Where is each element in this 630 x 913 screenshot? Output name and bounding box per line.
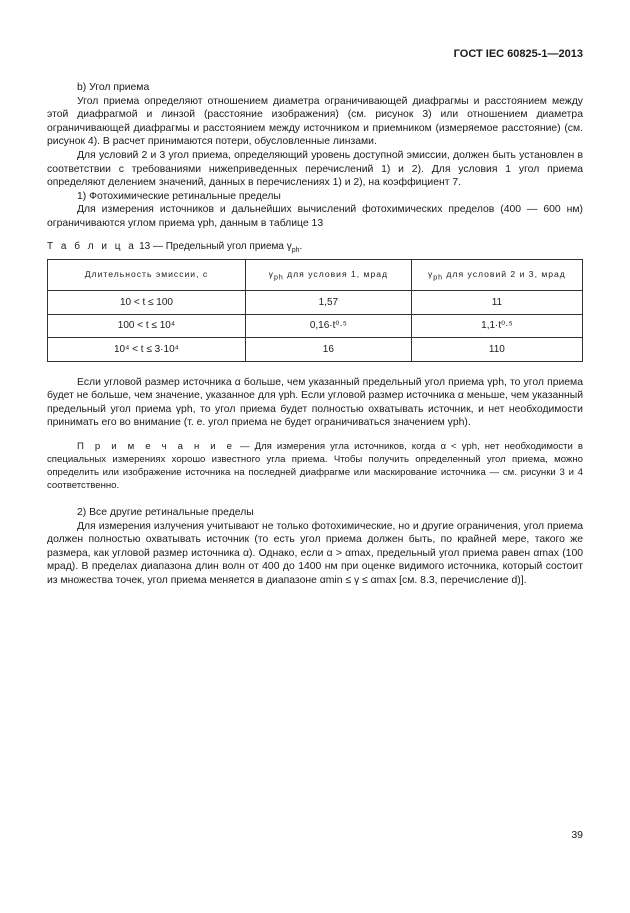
table-caption-text: — Предельный угол приема — [152, 240, 284, 252]
after-table-paragraph: Если угловой размер источника α больше, чем указанный предельный угол приема γph, то угол приема будет не больше, чем значение, указанное для γph. Если угловой размер источника α меньше, чем указанный предельный угол приема γph, то угол приема будет полностью охватывать источник, и нет необходимости принимать его во внимание (т. е. угол приема не будет ограничиваться значением γph). — [47, 376, 583, 429]
section-b-paragraph-2: Для условий 2 и 3 угол приема, определяющий уровень доступной эмиссии, должен быть установлен в соответствии с требованиями нижеприведенных перечислений 1) и 2). Для условия 1 угол приема определяют делением значений, данных в перечислениях 1) и 2), на коэффициент 7. — [47, 149, 583, 189]
table-caption-label: Т а б л и ц а — [47, 240, 137, 252]
table-cell-value: 110 — [411, 338, 582, 362]
table-cell-value: 1,1·t⁰·⁵ — [411, 314, 582, 338]
table-cell-value: 16 — [245, 338, 411, 362]
table-header-condition-1: $\gamma_{ph}$ для условия 1, мрад — [245, 260, 411, 291]
table-13 — [47, 259, 583, 362]
table-cell-value: 1,57 — [245, 291, 411, 315]
page-content — [47, 81, 583, 588]
section-2-text: Для измерения излучения учитывают не только фотохимические, но и другие ограничения, угол приема должен полностью охватывать источник (то есть угол приема должен быть, по крайней мере, такого же размера, как угловой размер источника α). Однако, если α > αmax, предельный угол приема равен αmax (100 мрад). В пределах диапазона длин волн от 400 до 1400 нм при оценке видимого источника, который состоит из множества точек, угол приема меняется в диапазоне αmin ≤ γ ≤ αmax [см. 8.3, перечисление d)]. — [47, 520, 583, 586]
table-row — [48, 291, 583, 315]
section-b-paragraph-1: Угол приема определяют отношением диаметра ограничивающей диафрагмы и расстоянием между этой диафрагмой и линзой (расстояние изображения) (см. рисунок 3) или отношением диаметра ограничивающей диафрагмы и расстоянием между источником и приемником (измеряемое расстояние) (см. рисунок 4). В расчет принимаются потери, обусловленные линзами. — [47, 95, 583, 148]
page-number: 39 — [571, 829, 583, 841]
note-block — [47, 440, 583, 492]
table-caption: Т а б л и ц а 13 — Предельный угол приема $\gamma_{ph}$. — [47, 240, 303, 254]
table-header-condition-2-3: $\gamma_{ph}$ для условий 2 и 3, мрад — [411, 260, 582, 291]
section-b-title: b) Угол приема — [77, 82, 150, 93]
table-cell-duration: 10 < t ≤ 100 — [48, 291, 246, 315]
table-row — [48, 338, 583, 362]
subsection-1-title: 1) Фотохимические ретинальные пределы — [77, 190, 281, 202]
note-text: — Для измерения угла источников, когда α < γph, нет необходимости в специальных измерениях хорошо известного угла приема. Чтобы получить определенный угол приема, можно определить или изображение источника на последней диафрагме или маскирование источника — см. рисунки 3 и 4 соответственно. — [47, 441, 583, 491]
table-caption-number: 13 — [139, 240, 151, 252]
table-cell-duration: 100 < t ≤ 10⁴ — [48, 314, 246, 338]
document-header: ГОСТ IEC 60825-1—2013 — [453, 48, 583, 60]
table-cell-duration: 10⁴ < t ≤ 3·10⁴ — [48, 338, 246, 362]
table-cell-value: 0,16·t⁰·⁵ — [245, 314, 411, 338]
table-row — [48, 314, 583, 338]
subsection-1-text: Для измерения источников и дальнейших вычислений фотохимических пределов (400 — 600 нм) ограничиваются углом приема γph, данным в таблице 13 — [47, 204, 583, 229]
table-cell-value: 11 — [411, 291, 582, 315]
section-2-title: 2) Все другие ретинальные пределы — [77, 507, 254, 518]
note-label: П р и м е ч а н и е — [77, 441, 235, 452]
table-header-duration: Длительность эмиссии, с — [48, 260, 246, 291]
